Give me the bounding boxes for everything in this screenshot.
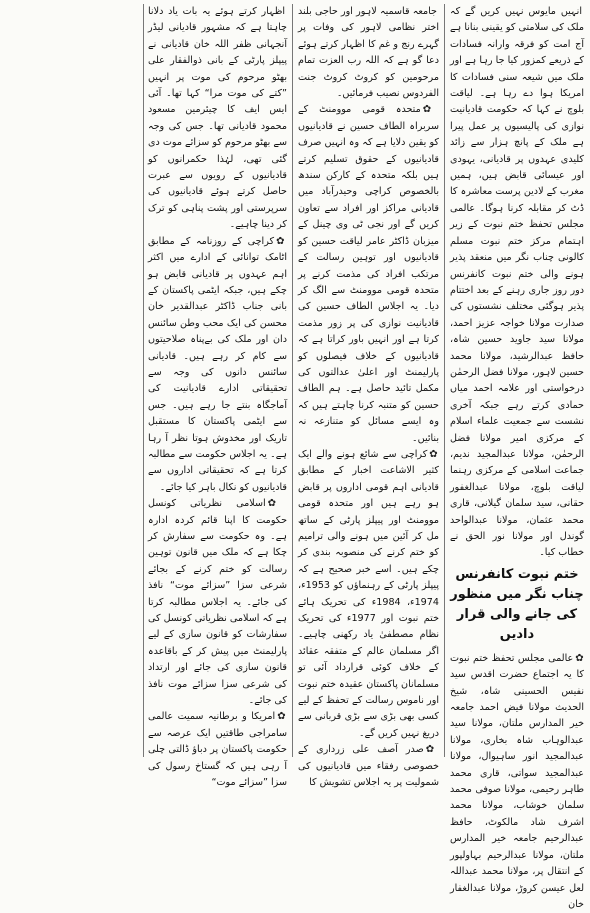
paragraph-text: اسلامی نظریاتی کونسل حکومت کا اپنا قائم کردہ ادارہ ہے۔ وہ حکومت سے سفارش کر چکا ہے کہ ملک میں قانون توہین رسالت کو ختم کرنے کے بجائے شرعی سزا ”سزائے موت“ نافذ کی جائے۔ یہ اجلاس مطالبہ کرتا ہے کہ اسلامی نظریاتی کونسل کی سفارشات کو قانون سازی کے لیے پارلیمنٹ میں پیش کر کے باقاعدہ قانون سازی کی جائے اور ارتداد کی شرعی سزا سزائے موت نافذ کی جائے۔: [148, 498, 287, 707]
flower-bullet-icon: ✿: [425, 744, 439, 756]
paragraph-text: جامعہ قاسمیہ لاہور اور حاجی بلند اختر نظامی لاہور کی وفات پر گہرے رنج و غم کا اظہار کرتے ہوئے دعا گو ہے کہ اللہ رب العزت تمام مرحومین کو کروٹ کروٹ جنت الفردوس نصیب فرمائیں۔: [298, 6, 439, 100]
column-3-paragraph-1: [148, 4, 287, 234]
paragraph-text: متحدہ قومی موومنٹ کے سربراہ الطاف حسین نے قادیانیوں کو یقین دلایا ہے کہ وہ انہیں صرف قادیانیوں کے حقوق تسلیم کرتے ہیں بلکہ متحدہ کے کارکن سندھ بالخصوص کراچی وحیدرآباد میں قادیانی مراکز اور افراد سے تعاون کریں گے اور نجی ٹی وی چینل کے میزبان ڈاکٹر عامر لیاقت حسین کو قادیانیوں اور توہین رسالت کے مرتکب افراد کی مذمت کرنے پر متحدہ قومی موومنٹ سے الگ کر دیا۔ یہ اجلاس الطاف حسین کی قادیانیت نوازی کی پر زور مذمت کرتا ہے اور انہیں باور کراتا ہے کہ قادیانیوں کے خلاف فیصلوں کو پارلیمنٹ اور اعلیٰ عدالتوں کی مکمل تائید حاصل ہے۔ ہم الطاف حسین کو متنبہ کرنا چاہتے ہیں کہ وہ ایسے مسائل کو متنازعہ نہ بنائیں۔: [298, 104, 439, 444]
flower-bullet-icon: ✿: [429, 448, 439, 460]
column-1: [447, 4, 587, 910]
flower-bullet-icon: ✿: [575, 652, 584, 664]
column-4: [3, 4, 141, 757]
column-divider: [292, 4, 293, 757]
column-2-paragraph-2: [298, 102, 439, 447]
column-2-paragraph-4: [298, 742, 439, 791]
flower-bullet-icon: ✿: [276, 235, 287, 247]
column-3-paragraph-4: [148, 709, 287, 791]
paragraph-text: امریکا و برطانیہ سمیت عالمی سامراجی طاقتیں ایک عرصہ سے حکومت پاکستان پر دباؤ ڈالتی چلی آ رہی ہیں کہ گستاخ رسول کی سزا ”سزائے موت“: [148, 711, 287, 789]
column-2-paragraph-3: [298, 447, 439, 742]
paragraph-text: کراچی سے شائع ہونے والے ایک کثیر الاشاعت اخبار کے مطابق قادیانی اہم قومی اداروں پر قابض ہو رہے ہیں اور متحدہ قومی موومنٹ اور پیپلز پارٹی کے ساتھ مل کر آئین میں ہونے والی ترامیم کو ختم کرنے کی منصوبہ بندی کر چکے ہیں۔ اسے خبر صحیح ہے کہ پیپلز پارٹی کے رہنماؤں کو 1953ء، 1974ء، 1984ء کی تحریک ہائے ختم نبوت اور 1977ء کی تحریک نظام مصطفیٰ یاد رکھنی چاہیے۔ اگر مسلمان عالم کے متفقہ عقائد کے خلاف کوئی قرارداد آئی تو مسلمانان پاکستان عقیدہ ختم نبوت اور ناموس رسالت کے تحفظ کے لیے کسی بھی بڑی سے بڑی قربانی سے دریغ نہیں کریں گے۔: [298, 448, 440, 739]
column-2-paragraph-1: [298, 4, 439, 102]
paragraph-text: اظہار کرتے ہوئے یہ بات یاد دلانا چاہتا ہے کہ مشہور قادیانی لیڈر آنجہانی ظفر اللہ خان قادیانی نے پیپلز پارٹی کے بانی ذوالفقار علی بھٹو مرحوم کی موت پر انہیں ”کتے کی موت مرا“ کہا تھا۔ آئی ایس ایف کا چیئرمین مسعود محمود قادیانی تھا۔ جس کی وجہ سے بھٹو مرحوم کو سزائے موت دی گئی تھی، لہٰذا حکمرانوں کو قادیانیوں کے رویوں سے عبرت حاصل کرتے ہوئے قادیانیوں کی سرپرستی اور پشت پناہی کو ترک کر دینا چاہیے۔: [148, 6, 287, 231]
column-3: [145, 4, 290, 789]
column-divider: [143, 4, 144, 757]
section-heading: ختم نبوت کانفرنس چناب نگر میں منظور کی جانے والی قرار دادیں: [450, 566, 584, 642]
column-3-paragraph-2: [148, 234, 287, 497]
column-2: [295, 4, 442, 789]
column-3-paragraph-3: [148, 496, 287, 709]
flower-bullet-icon: ✿: [267, 498, 287, 510]
flower-bullet-icon: ✿: [277, 711, 287, 723]
paragraph-text: کراچی کے روزنامہ کے مطابق اٹامک توانائی کے ادارے میں اکثر اہم عہدوں پر قادیانی قابض ہو چکے ہیں، جبکہ ایٹمی پاکستان کے بانی جناب ڈاکٹر عبدالقدیر خان محسن کی ایک محب وطن سائنس دان اور ملک کی بےپناہ صلاحیتوں سے کام کر رہے ہیں۔ قادیانی سائنس دانوں کی وجہ سے تحقیقاتی ادارے قادیانیت کی آماجگاہ بنتے جا رہے ہیں۔ جس سے ایٹمی پاکستان کا مستقبل تاریک اور مخدوش ہوتا نظر آ رہا ہے۔ یہ اجلاس حکومت سے مطالبہ کرتا ہے کہ تحقیقاتی اداروں سے قادیانیوں کو نکال باہر کیا جائے۔: [148, 235, 287, 493]
column-1-paragraph-1: [450, 4, 584, 562]
paragraph-text: صدر آصف علی زرداری کے خصوصی رفقاء میں قادیانیوں کی شمولیت پر یہ اجلاس تشویش کا: [298, 744, 439, 789]
paragraph-text: عالمی مجلس تحفظ ختم نبوت کا یہ اجتماع حضرت اقدس سید نفیس الحسینی شاہ، شیخ الحدیث مولانا فیض احمد جامعہ خیر المدارس ملتان، مولانا سید عبدالوہاب شاہ بخاری، مولانا عبدالمجید انور ساہیوال، مولانا عبدالمجید سواتی، قاری محمد طاہر رحیمی، مولانا صوفی محمد سلمان خوشاب، مولانا محمد اشرف شاد مالکوٹ، حافظ عبدالرحیم جامعہ خیر المدارس ملتان، مولانا عبدالرحیم بہاولپور کے انتقال پر، مولانا محمد عبداللہ لعل عیسن کروڑ، مولانا عبدالغفار خان: [450, 652, 584, 910]
paragraph-text: انہیں مایوس نہیں کریں گے کہ ملک کی سلامتی کو یقینی بنانا ہے آج امت کو فرقہ وارانہ فسادات کے ذریعے کمزور کیا جا رہا ہے اور ملک میں شیعہ سنی فسادات کا امریکا ہوا دے رہا ہے۔ لیاقت بلوچ نے کہا کہ حکومت قادیانیت نوازی کی پالیسیوں پر عمل پیرا ہے ملک کے پانچ ہزار سے زائد کلیدی عہدوں پر قادیانی، یہودی اور عیسائی قابض ہیں، ہمیں مغرب کے لادین پرست معاشرہ کا ڈٹ کر مقابلہ کرنا ہوگا۔ عالمی مجلس تحفظ ختم نبوت کے زیر اہتمام مرکز ختم نبوت مسلم کالونی چناب نگر میں منعقد پذیر ہونے والی ختم نبوت کانفرنس دور روز جاری رہنے کے بعد اختتام پذیر ہوگئی مختلف نشستوں کی صدارت مولانا خواجہ عزیز احمد، مولانا سید جاوید حسین شاہ، حافظ عبدالرشید، مولانا محمد حسین لاہور، مولانا فضل الرحمٰن درخواستی اور علامہ احمد میاں حمادی کرتے رہے جبکہ آخری نشست سے جمعیت علماء اسلام کے مرکزی امیر مولانا فضل الرحمٰن، مولانا عبدالمجید ندیم، جماعت اسلامی کے مرکزی رہنما لیاقت بلوچ، مولانا عبدالغفور حقانی، سید سلمان گیلانی، قاری محمد عثمان، مولانا عبدالواحد گوندل اور مولانا نور الحق نے خطاب کیا۔: [450, 6, 584, 559]
column-1-paragraph-2: [450, 651, 584, 913]
column-divider: [444, 4, 445, 757]
flower-bullet-icon: ✿: [422, 104, 439, 116]
